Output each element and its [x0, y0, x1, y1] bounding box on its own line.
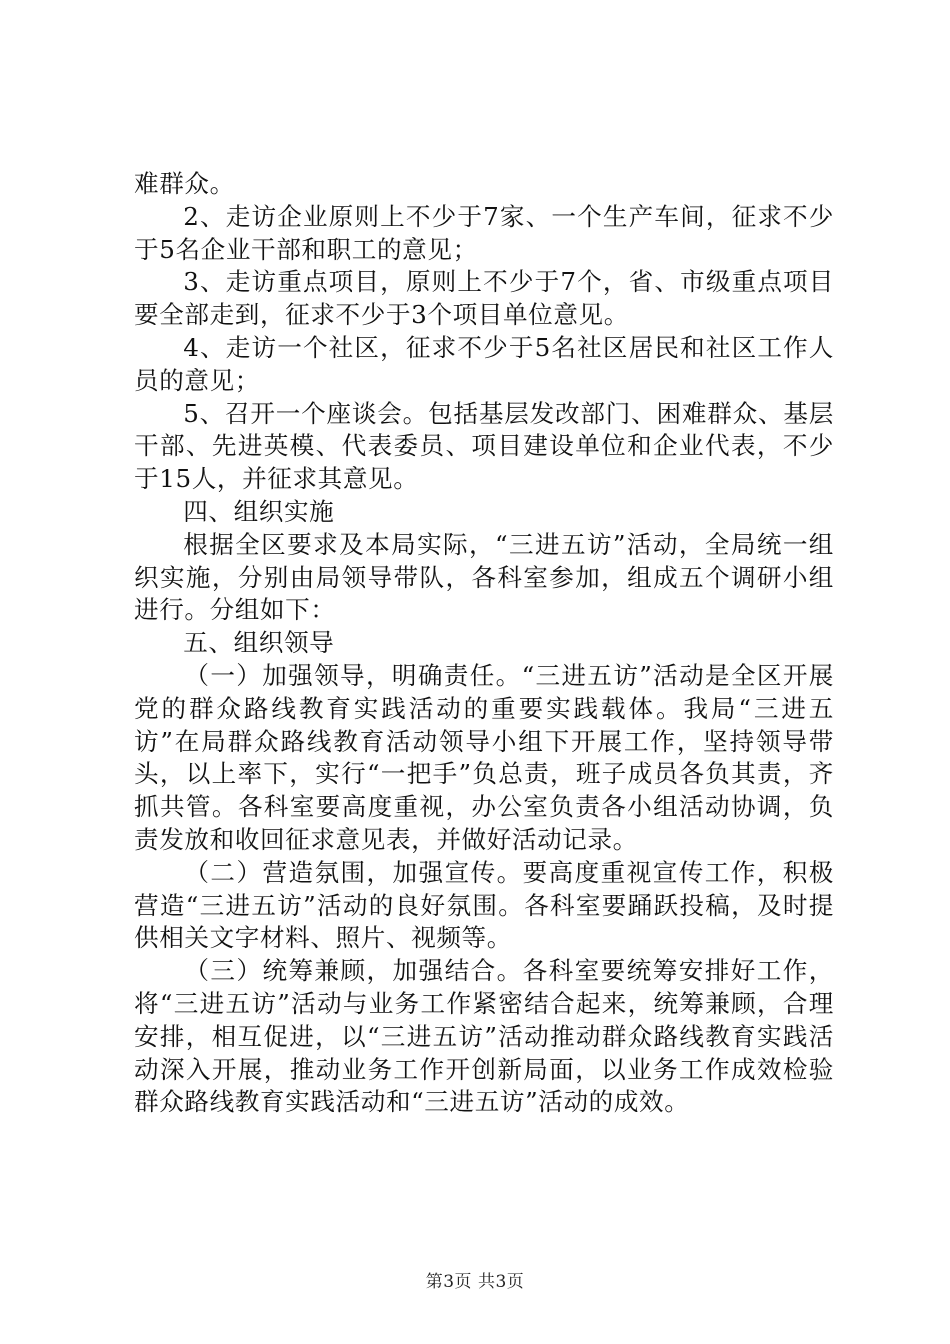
section-heading-leadership: 五、组织领导	[183, 628, 335, 658]
paragraph-item-4: 4、走访一个社区，征求不少于5名社区居民和社区工作人员的意见；	[134, 332, 834, 395]
paragraph-item-2: 2、走访企业原则上不少于7家、一个生产车间，征求不少于5名企业干部和职工的意见；	[134, 201, 834, 264]
paragraph-implementation: 根据全区要求及本局实际，“三进五访”活动，全局统一组织实施，分别由局领导带队，各科室参加，组成五个调研小组进行。分组如下：	[134, 529, 834, 625]
page-number-footer: 第3页 共3页	[425, 1272, 525, 1292]
document-body	[134, 168, 834, 1119]
section-heading-implementation: 四、组织实施	[183, 496, 335, 526]
paragraph-item-3: 3、走访重点项目，原则上不少于7个，省、市级重点项目要全部走到，征求不少于3个项目单位意见。	[134, 267, 834, 330]
paragraph-leadership-1: （一）加强领导，明确责任。“三进五访”活动是全区开展党的群众路线教育实践活动的重要实践载体。我局“三进五访”在局群众路线教育活动领导小组下开展工作，坚持领导带头，以上率下，实行“一把手”负总责，班子成员各负其责，齐抓共管。各科室要高度重视，办公室负责各小组活动协调，负责发放和收回征求意见表，并做好活动记录。	[134, 660, 834, 854]
paragraph-leadership-2: （二）营造氛围，加强宣传。要高度重视宣传工作，积极营造“三进五访”活动的良好氛围。各科室要踊跃投稿，及时提供相关文字材料、照片、视频等。	[134, 857, 834, 953]
paragraph-item-5: 5、召开一个座谈会。包括基层发改部门、困难群众、基层干部、先进英模、代表委员、项目建设单位和企业代表，不少于15人，并征求其意见。	[134, 398, 834, 494]
paragraph-leadership-3: （三）统筹兼顾，加强结合。各科室要统筹安排好工作，将“三进五访”活动与业务工作紧密结合起来，统筹兼顾，合理安排，相互促进，以“三进五访”活动推动群众路线教育实践活动深入开展，推动业务工作开创新局面，以业务工作成效检验群众路线教育实践活动和“三进五访”活动的成效。	[134, 956, 834, 1117]
paragraph-continuation: 难群众。	[134, 169, 235, 198]
